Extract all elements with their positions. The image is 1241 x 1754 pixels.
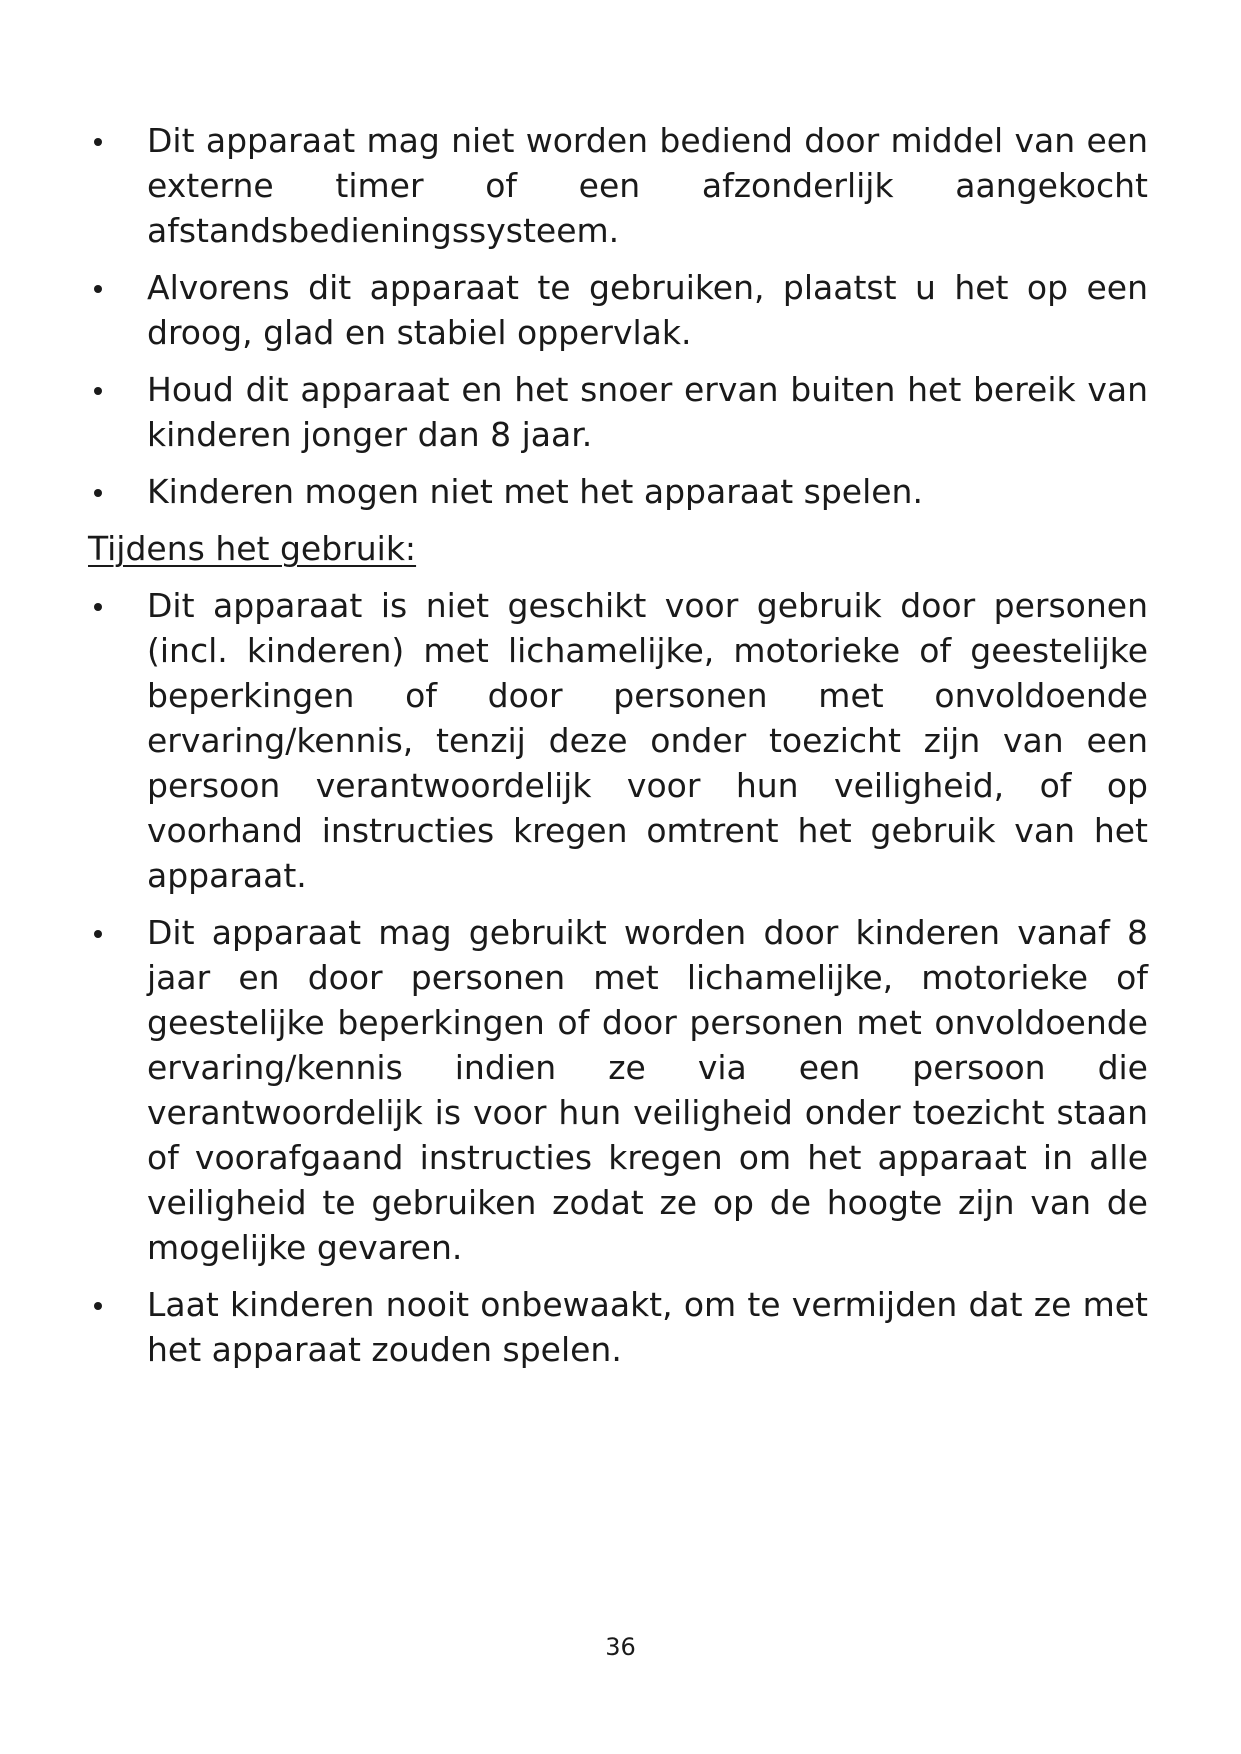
- bullet-icon: [94, 603, 102, 611]
- list-item: [88, 1282, 1148, 1372]
- list-item-text: Alvorens dit apparaat te gebruiken, plaatst u het op een droog, glad en stabiel oppervlak.: [147, 268, 1148, 352]
- safety-list-during-use: [88, 583, 1148, 1372]
- section-heading: Tijdens het gebruik:: [88, 529, 417, 568]
- bullet-icon: [94, 387, 102, 395]
- list-item-text: Houd dit apparaat en het snoer ervan buiten het bereik van kinderen jonger dan 8 jaar.: [147, 370, 1148, 454]
- list-item: [88, 469, 1148, 514]
- list-item-text: Dit apparaat is niet geschikt voor gebruik door personen (incl. kinderen) met lichamelijke, motorieke of geestelijke beperkingen of door personen met onvoldoende ervaring/kennis, tenzij deze onder toezicht zijn van een persoon verantwoordelijk voor hun veiligheid, of op voorhand instructies kregen omtrent het gebruik van het apparaat.: [147, 586, 1148, 895]
- bullet-icon: [94, 285, 102, 293]
- page-content: [88, 118, 1148, 1384]
- page-number: 36: [605, 1633, 636, 1661]
- list-item-text: Dit apparaat mag niet worden bediend door middel van een externe timer of een afzonderlijk aangekocht afstandsbedieningssysteem.: [147, 121, 1148, 250]
- bullet-icon: [94, 138, 102, 146]
- bullet-icon: [94, 489, 102, 497]
- list-item: [88, 265, 1148, 355]
- list-item: [88, 118, 1148, 253]
- list-item: [88, 367, 1148, 457]
- list-item-text: Dit apparaat mag gebruikt worden door kinderen vanaf 8 jaar en door personen met lichamelijke, motorieke of geestelijke beperkingen of door personen met onvoldoende ervaring/kennis indien ze via een persoon die verantwoordelijk is voor hun veiligheid onder toezicht staan of voorafgaand instructies kregen om het apparaat in alle veiligheid te gebruiken zodat ze op de hoogte zijn van de mogelijke gevaren.: [147, 913, 1148, 1267]
- safety-list-general: [88, 118, 1148, 514]
- list-item-text: Laat kinderen nooit onbewaakt, om te vermijden dat ze met het apparaat zouden spelen.: [147, 1285, 1148, 1369]
- bullet-icon: [94, 1302, 102, 1310]
- list-item: [88, 910, 1148, 1270]
- bullet-icon: [94, 930, 102, 938]
- list-item: [88, 583, 1148, 898]
- list-item-text: Kinderen mogen niet met het apparaat spelen.: [147, 472, 923, 511]
